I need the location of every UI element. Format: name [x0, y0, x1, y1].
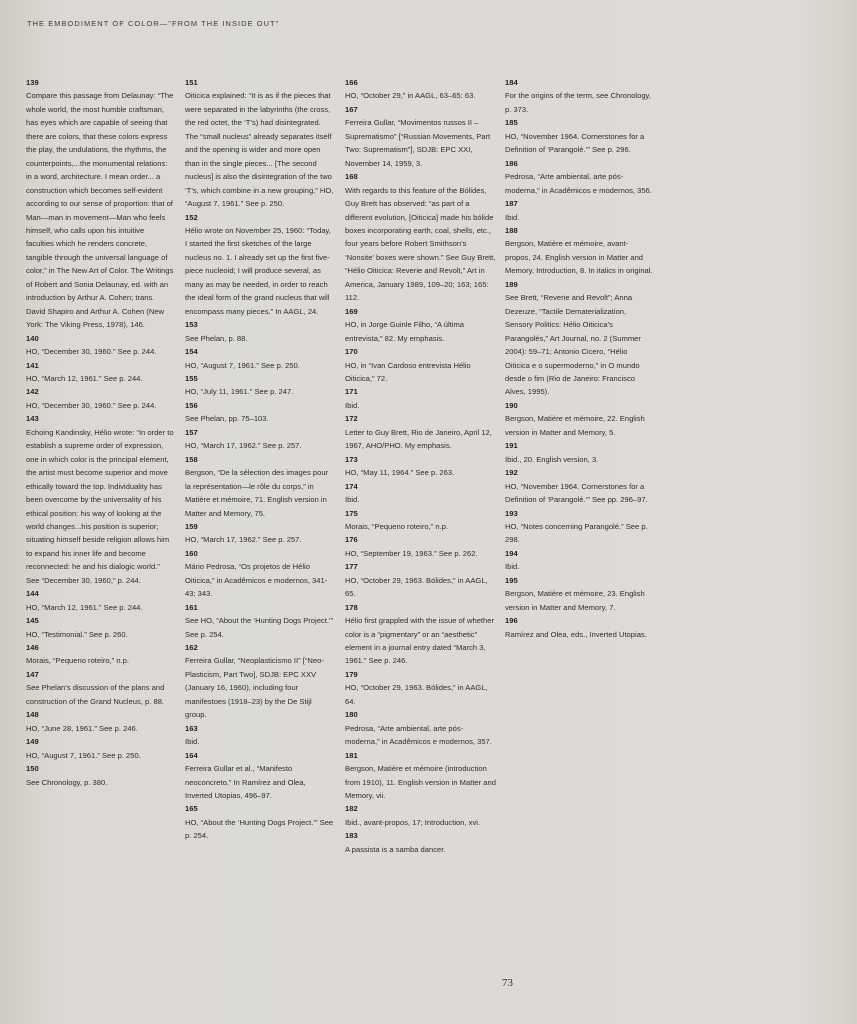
note-number: 153: [185, 320, 198, 330]
note-number: 184: [505, 78, 518, 87]
note-text: HO, “October 29, 1963. Bólides,” in AAGL, 64.: [345, 683, 488, 706]
note-text: See Chronology, p. 380.: [26, 777, 108, 787]
note-text: Bergson, Matière et mémoire, 23. English version in Matter and Memory, 7.: [505, 589, 645, 612]
note-number: 140: [26, 333, 39, 343]
note-text: HO, “October 29, 1963. Bólides,” in AAGL, 65.: [345, 575, 488, 599]
note-number: 177: [345, 562, 358, 572]
note-number: 146: [26, 643, 39, 653]
note-number: 145: [26, 616, 39, 626]
note-text: See Phelan, p. 88.: [185, 333, 248, 343]
note-number: 166: [345, 78, 358, 87]
note-text: Pedrosa, “Arte ambiental, arte pós-moderna,” in Acadêmicos e modernos, 356.: [505, 172, 652, 195]
note-number: 183: [345, 831, 358, 841]
note-text: Ibid.: [345, 400, 360, 410]
note-number: 143: [26, 414, 39, 424]
note-text: With regards to this feature of the Bólides, Guy Brett has observed: “as part of a different evolution, [Oiticica] made his bólide boxes incorporating earth, coal, shells, etc., four years before Robert Smithson’s ‘Nonsite’ boxes were shown.” See Guy Brett, “Hélio Oiticica: Reverie and Revolt,” Art in America, January 1989, 109–20; 163; 165: 112.: [345, 185, 496, 303]
note-text: Bergson, “De la sélection des images pour la représentation—le rôle du corps,” in Matière et mémoire, 71. English version in Matter and Memory, 75.: [185, 468, 329, 518]
note-number: 188: [505, 225, 518, 235]
note-number: 190: [505, 400, 518, 410]
note-number: 172: [345, 414, 358, 424]
note-number: 169: [345, 306, 358, 316]
note-text: See HO, “About the ‘Hunting Dogs Project.’” See p. 254.: [185, 616, 334, 639]
note-number: 182: [345, 804, 358, 814]
note-text: HO, “Testimonial.” See p. 260.: [26, 629, 128, 639]
note-number: 165: [185, 804, 198, 814]
notes-column-1: [26, 76, 174, 789]
note-number: 185: [505, 118, 518, 128]
note-text: Ibid.: [505, 562, 520, 572]
note-text: Bergson, Matière et mémoire, 22. English version in Matter and Memory, 5.: [505, 414, 645, 437]
note-number: 155: [185, 373, 198, 383]
note-number: 175: [345, 508, 358, 518]
note-text: Letter to Guy Brett, Rio de Janeiro, April 12, 1967, AHO/PHO. My emphasis.: [345, 427, 492, 451]
note-text: Echoing Kandinsky, Hélio wrote: “In order to establish a supreme order of expression, one in which color is the principal element, the artist must become superior and move ethically toward the top. Individuality has been overcome by the universality of his ethical position: his way of looking at the world changes...his position is superior; situating himself beside religion allows him to expand his inner life and become reconnected: he and his dialogic world.” See “December 30, 1960,” p. 244.: [26, 427, 174, 585]
note-text: Pedrosa, “Arte ambiental, arte pós-moderna,” in Acadêmicos e modernos, 357.: [345, 723, 492, 747]
note-text: HO, “March 17, 1962.” See p. 257.: [185, 441, 302, 451]
note-text: Ibid., avant-propos, 17; Introduction, xvi.: [345, 817, 481, 827]
note-number: 181: [345, 750, 358, 760]
note-number: 179: [345, 669, 358, 679]
notes-column-2: [185, 76, 335, 843]
note-text: Oiticica explained: “It is as if the pieces that were separated in the labyrinths (the cross, the red octet, the ‘T’s) had disintegrated. The “small nucleus” already separates itself and the opening is wider and more open than in the single pieces... [The second nucleus] is also the disintegration of the two ‘T’s, which combine in a new grouping.” HO, “August 7, 1961.” See p. 250.: [185, 91, 334, 209]
note-number: 154: [185, 347, 198, 357]
note-number: 147: [26, 669, 39, 679]
note-text: HO, “December 30, 1960.” See p. 244.: [26, 400, 157, 410]
note-text: HO, “November 1964. Cornerstones for a Definition of ‘Parangolé.’” See pp. 296–97.: [505, 481, 648, 505]
note-number: 158: [185, 454, 198, 464]
note-text: HO, “August 7, 1961.” See p. 250.: [185, 360, 300, 370]
note-text: Ibid.: [505, 212, 520, 222]
note-text: Ibid.: [185, 737, 200, 747]
note-text: See Phelan, pp. 75–103.: [185, 414, 269, 424]
note-number: 144: [26, 589, 39, 599]
note-text: Ibid., 20. English version, 3.: [505, 454, 599, 464]
note-text: HO, “December 30, 1960.” See p. 244.: [26, 347, 157, 357]
note-text: Morais, “Pequeno roteiro,” n.p.: [26, 656, 129, 666]
note-text: HO, “March 12, 1961.” See p. 244.: [26, 602, 143, 612]
note-number: 150: [26, 764, 39, 774]
note-text: Ramírez and Olea, eds., Inverted Utopias.: [505, 629, 647, 639]
note-number: 151: [185, 78, 198, 87]
note-number: 160: [185, 548, 198, 558]
note-text: Bergson, Matière et mémoire, avant-propos, 24. English version in Matter and Memory, Introduction, 8. In italics in original.: [505, 239, 653, 276]
note-text: HO, in “Ivan Cardoso entrevista Hélio Oiticica,” 72.: [345, 360, 471, 383]
note-number: 171: [345, 387, 358, 397]
page-number: 73: [502, 977, 513, 989]
note-number: 152: [185, 212, 198, 222]
note-number: 187: [505, 199, 518, 209]
note-text: Ferreira Gullar, “Movimentos russos II – Suprematismo” [“Russian Movements, Part Two: Suprematism”], SDJB: EPC XXI, November 14, 1959, 3.: [345, 118, 491, 168]
notes-column-3: [345, 76, 497, 856]
note-number: 141: [26, 360, 39, 370]
note-text: For the origins of the term, see Chronology, p. 373.: [505, 91, 651, 114]
note-number: 142: [26, 387, 39, 397]
note-number: 163: [185, 723, 198, 733]
note-text: Ferreira Gullar, “Neoplasticismo II” [“Neo-Plasticism, Part Two], SDJB: EPC XXV (January 16, 1960), including four manifestoes (1918–23) by the De Stijl group.: [185, 656, 324, 720]
note-number: 167: [345, 104, 358, 114]
note-number: 189: [505, 279, 518, 289]
note-text: HO, “June 28, 1961.” See p. 246.: [26, 723, 138, 733]
note-text: HO, “October 29,” in AAGL, 63–65: 63.: [345, 91, 476, 101]
note-number: 180: [345, 710, 358, 720]
note-number: 193: [505, 508, 518, 518]
note-number: 157: [185, 427, 198, 437]
note-text: Compare this passage from Delaunay: “The whole world, the most humble craftsman, has eyes which are capable of seeing that there are colors, that these colors express the play, the undulations, the rhythms, the counterpoints,...the monumental relations: in a word, architecture. I mean order... a construction which becomes self-evident according to our sense of proportion: that of Man—man in movement—Man who feels himself, who calls upon his intuitive faculties which he renders concrete, tangible through the universal language of color,” in The New Art of Color. The Writings of Robert and Sonia Delaunay, ed. with an introduction by Arthur A. Cohen; trans. David Shapiro and Arthur A. Cohen (New York: The Viking Press, 1978), 146.: [26, 91, 174, 330]
note-number: 148: [26, 710, 39, 720]
note-text: HO, “March 12, 1961.” See p. 244.: [26, 373, 143, 383]
note-number: 194: [505, 548, 518, 558]
note-number: 178: [345, 602, 358, 612]
note-number: 161: [185, 602, 198, 612]
note-number: 173: [345, 454, 358, 464]
running-header: THE EMBODIMENT OF COLOR—"FROM THE INSIDE OUT": [27, 19, 280, 28]
note-text: HO, in Jorge Guinle Filho, “A última entrevista,” 82. My emphasis.: [345, 320, 465, 343]
note-number: 156: [185, 400, 198, 410]
note-text: A passista is a samba dancer.: [345, 844, 446, 854]
note-number: 192: [505, 468, 518, 478]
note-text: Morais, “Pequeno roteiro,” n.p.: [345, 521, 448, 531]
note-text: HO, “August 7, 1961.” See p. 250.: [26, 750, 141, 760]
note-number: 162: [185, 643, 198, 653]
note-text: Ibid.: [345, 495, 360, 505]
note-number: 195: [505, 575, 518, 585]
note-number: 170: [345, 347, 358, 357]
note-number: 168: [345, 172, 358, 182]
note-number: 191: [505, 441, 518, 451]
note-number: 149: [26, 737, 39, 747]
note-number: 139: [26, 78, 39, 87]
note-text: HO, “July 11, 1961.” See p. 247.: [185, 387, 294, 397]
note-text: HO, “March 17, 1962.” See p. 257.: [185, 535, 302, 545]
note-text: Ferreira Gullar et al., “Manifesto neoconcreto.” In Ramírez and Olea, Inverted Utopias, 496–97.: [185, 764, 306, 801]
note-text: See Phelan’s discussion of the plans and construction of the Grand Nucleus, p. 88.: [26, 683, 165, 706]
note-text: Mário Pedrosa, “Os projetos de Hélio Oiticica,” in Acadêmicos e modernos, 341-43; 343.: [185, 562, 328, 599]
note-text: HO, “November 1964. Cornerstones for a Definition of ‘Parangolé.’” See p. 296.: [505, 131, 645, 155]
note-text: HO, “About the ‘Hunting Dogs Project.’” See p. 254.: [185, 817, 334, 841]
note-number: 159: [185, 521, 198, 531]
note-text: HO, “September 19, 1963.” See p. 262.: [345, 548, 478, 558]
note-text: See Brett, “Reverie and Revolt”; Anna Dezeuze, “Tactile Dematerialization, Sensory Politics: Hélio Oiticica’s Parangolés,” Art Journal, no. 2 (Summer 2004): 59–71; Antonio Cicero, “Hélio Oiticica e o supermoderno,” in O mundo desde o fim (Rio de Janeiro: Francisco Alves, 1995).: [505, 293, 641, 397]
note-text: HO, “Notes concerning Parangolé.” See p. 298.: [505, 521, 648, 545]
note-number: 186: [505, 158, 518, 168]
note-text: HO, “May 11, 1964.” See p. 263.: [345, 468, 455, 478]
note-text: Hélio first grappled with the issue of whether color is a “pigmentary” or an “aesthetic” element in a journal entry dated “March 3, 1961.” See p. 246.: [345, 616, 494, 666]
note-text: Hélio wrote on November 25, 1960: “Today, I started the first sketches of the large nucleus no. 1. I already set up the first five-piece nucleoid; I will produce several, as many as may be needed, in order to reach the ideal form of the grand nucleus that will encompass many pieces.” In AAGL, 24.: [185, 225, 331, 316]
note-text: Bergson, Matière et mémoire (introduction from 1910), 11. English version in Matter and Memory, vii.: [345, 764, 496, 801]
notes-column-4: [505, 76, 653, 641]
note-number: 174: [345, 481, 358, 491]
note-number: 196: [505, 616, 518, 626]
note-number: 176: [345, 535, 358, 545]
note-number: 164: [185, 750, 198, 760]
